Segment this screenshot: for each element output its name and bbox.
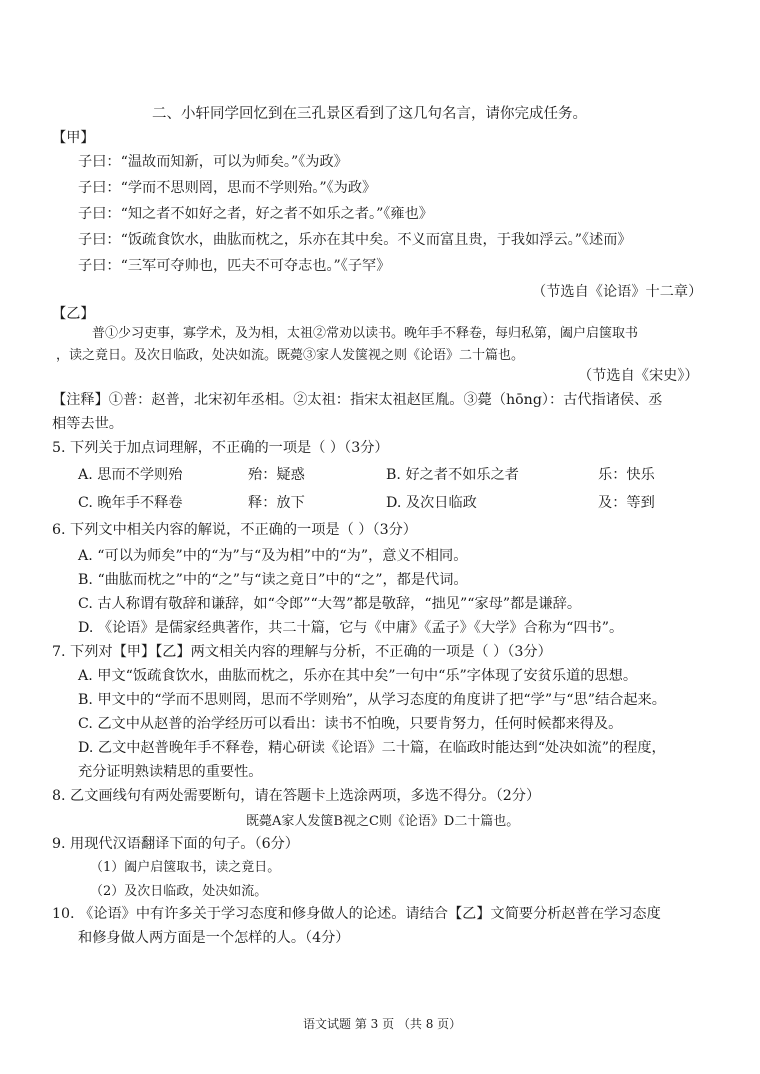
jia-line: 子曰：“饭疏食饮水，曲肱而枕之，乐亦在其中矣。不义而富且贵，于我如浮云。”《述而》 [78,232,632,248]
q5-option-gloss: 乐：快乐 [598,467,655,483]
q6-option: C. 古人称谓有敬辞和谦辞，如“令郎”“大驾”都是敬辞，“拙见”“家母”都是谦辞。 [78,596,582,612]
q9-stem: 9. 用现代汉语翻译下面的句子。（6分） [52,836,299,852]
section-title: 二、小轩同学回忆到在三孔景区看到了这几句名言，请你完成任务。 [152,106,587,122]
q6-option: D. 《论语》是儒家经典著作，共二十篇，它与《中庸》《孟子》《大学》合称为“四书”。 [78,620,624,636]
notes-line: 【注释】①普：赵普，北宋初年丞相。②太祖：指宋太祖赵匡胤。③薨（hōng）：古代指诸侯、丞 [52,392,663,408]
q9-item: （2）及次日临政，处决如流。 [90,884,268,899]
q7-option: D. 乙文中赵普晚年手不释卷，精心研读《论语》二十篇，在临政时能达到“处决如流”的程度， [78,740,666,756]
jia-line: 子曰：“温故而知新，可以为师矣。”《为政》 [78,154,348,170]
q5-stem: 5. 下列关于加点词理解，不正确的一项是（ ）（3分） [52,440,389,456]
yi-label: 【乙】 [52,306,95,322]
q8-stem: 8. 乙文画线句有两处需要断句，请在答题卡上选涂两项，多选不得分。（2分） [52,788,541,804]
jia-line: 子曰：“学而不思则罔，思而不学则殆。”《为政》 [78,180,377,196]
q5-option: C. 晚年手不释卷 [78,495,183,511]
yi-paragraph-line: ，读之竟日。及次日临政，处决如流。既薨③家人发箧视之则《论语》二十篇也。 [56,348,525,363]
jia-line: 子曰：“知之者不如好之者，好之者不如乐之者。”《雍也》 [78,206,433,222]
q7-option: C. 乙文中从赵普的治学经历可以看出：读书不怕晚，只要肯努力，任何时候都来得及。 [78,716,623,732]
q10-stem-continuation: 和修身做人两方面是一个怎样的人。（4分） [78,930,350,946]
jia-source: （节选自《论语》十二章） [532,284,703,300]
q6-option: A. “可以为师矣”中的“为”与“及为相”中的“为”，意义不相同。 [78,548,468,564]
q8-sentence: 既薨A家人发箧B视之C则《论语》D二十篇也。 [246,814,520,829]
q7-stem: 7. 下列对【甲】【乙】两文相关内容的理解与分析，不正确的一项是（ ）（3分） [52,644,552,660]
q9-item: （1）阖户启箧取书，读之竟日。 [90,860,281,875]
q7-option: A. 甲文“饭疏食饮水，曲肱而枕之，乐亦在其中矣”一句中“乐”字体现了安贫乐道的思想。 [78,668,638,684]
notes-line: 相等去世。 [52,416,123,432]
q5-option: A. 思而不学则殆 [78,467,183,483]
yi-paragraph-line: 普①少习吏事，寡学术，及为相，太祖②常劝以读书。晚年手不释卷，每归私第，阖户启箧取书 [92,326,639,341]
yi-source: （节选自《宋史》） [578,368,699,384]
q5-option-gloss: 及：等到 [598,495,655,511]
q7-option-continuation: 充分证明熟读精思的重要性。 [78,764,263,780]
q7-option: B. 甲文中的“学而不思则罔，思而不学则殆”，从学习态度的角度讲了把“学”与“思”结合起来。 [78,692,666,708]
q5-option: B. 好之者不如乐之者 [386,467,519,483]
page-footer: 语文试题 第 3 页 （共 8 页） [303,1017,462,1031]
q5-option-gloss: 释：放下 [248,495,305,511]
jia-line: 子曰：“三军可夺帅也，匹夫不可夺志也。”《子罕》 [78,258,391,274]
q5-option: D. 及次日临政 [386,495,477,511]
q10-stem: 10. 《论语》中有许多关于学习态度和修身做人的论述。请结合【乙】文简要分析赵普在学习态度 [52,906,661,922]
q6-stem: 6. 下列文中相关内容的解说，不正确的一项是（ ）（3分） [52,522,417,538]
jia-label: 【甲】 [52,130,95,146]
q6-option: B. “曲肱而枕之”中的“之”与“读之竟日”中的“之”，都是代词。 [78,572,468,588]
q5-option-gloss: 殆：疑惑 [248,467,305,483]
